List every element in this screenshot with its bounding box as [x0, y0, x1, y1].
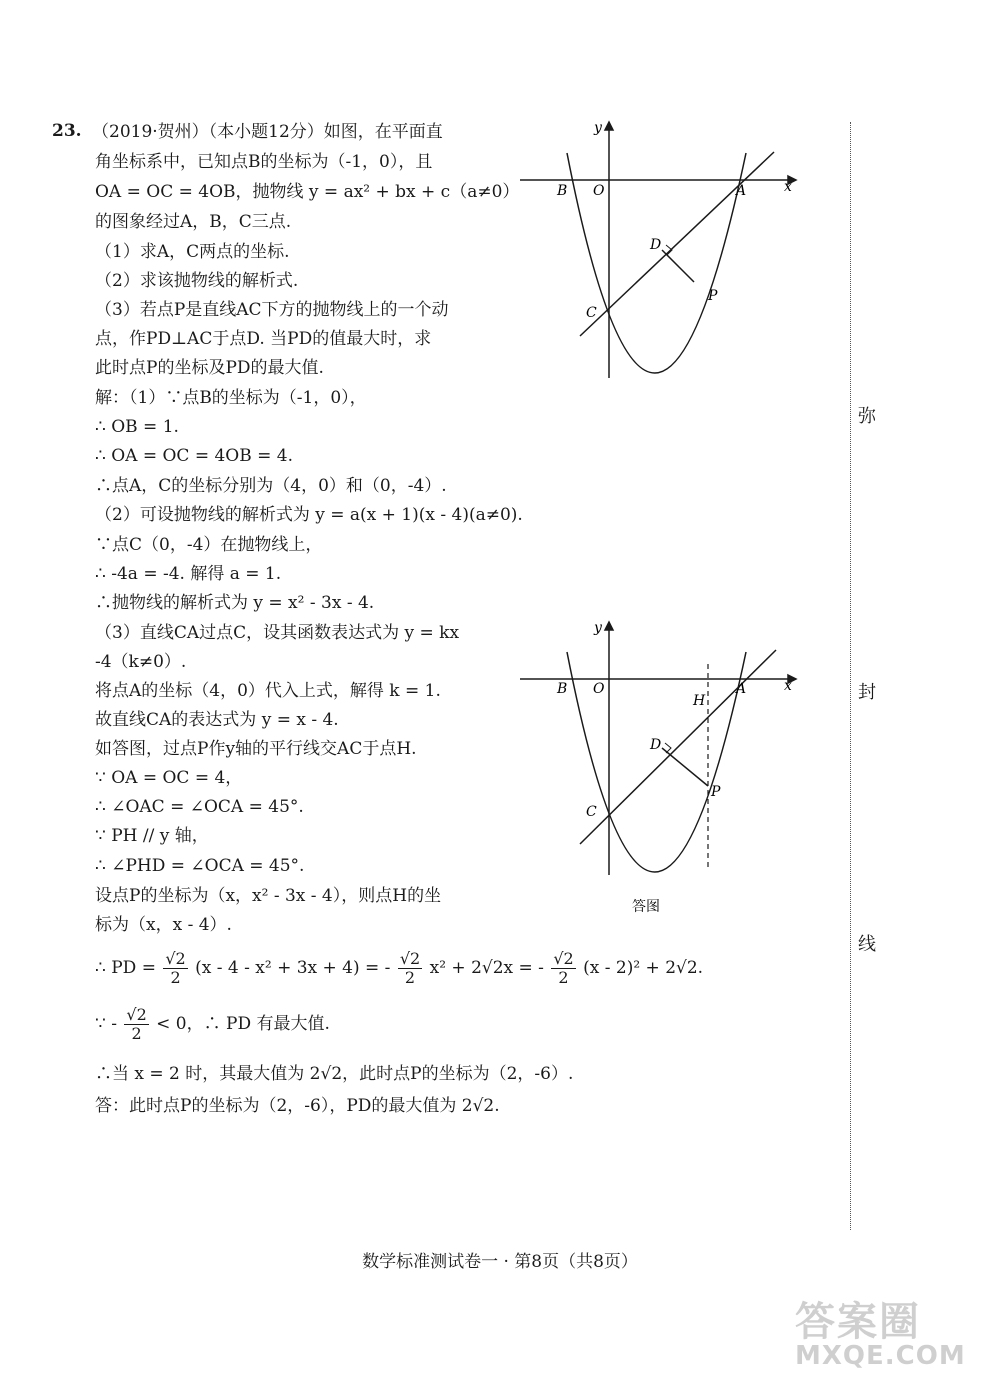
fig1-label-y: y [594, 120, 602, 136]
neg-prefix: ∵ - [95, 1014, 117, 1034]
solution-line-6: ∵点C（0，-4）在抛物线上， [95, 535, 323, 555]
negative-coefficient-line [95, 1006, 330, 1043]
solution-line-2: ∴ OB = 1. [95, 417, 179, 437]
solution-line-3: ∴ OA = OC = 4OB = 4. [95, 446, 293, 466]
answer-line: 答：此时点P的坐标为（2，-6），PD的最大值为 2√2. [95, 1096, 500, 1116]
solution-line-13: 如答图，过点P作y轴的平行线交AC于点H. [95, 739, 417, 759]
solution-line-19: 标为（x，x - 4）. [95, 915, 232, 935]
fig2-label-o: O [593, 681, 605, 697]
question-number: 23. [52, 121, 82, 141]
solution-line-9: （3）直线CA过点C，设其函数表达式为 y = kx [95, 623, 460, 643]
solution-line-16: ∵ PH // y 轴， [95, 826, 209, 846]
fig1-label-x: x [784, 179, 792, 195]
fig2-caption: 答图 [632, 899, 660, 915]
fig1-label-c: C [586, 305, 597, 321]
pd-prefix: ∴ PD = [95, 958, 156, 978]
fig1-label-o: O [593, 183, 605, 199]
fig2-label-p: P [711, 784, 721, 800]
page-footer: 数学标准测试卷一 · 第8页（共8页） [362, 1252, 638, 1272]
solution-line-18: 设点P的坐标为（x，x² - 3x - 4），则点H的坐 [95, 886, 442, 906]
solution-line-4: ∴点A，C的坐标分别为（4，0）和（0，-4）. [95, 476, 447, 496]
fig1-label-d: D [650, 237, 662, 253]
solution-line-11: 将点A的坐标（4，0）代入上式，解得 k = 1. [95, 681, 441, 701]
fraction: $\frac{√2}{2}$ [399, 949, 421, 987]
seal-char-1: 弥 [858, 406, 876, 427]
fraction: $\frac{√2}{2}$ [165, 949, 186, 987]
watermark [795, 1290, 985, 1371]
watermark-bottom: MXQE.COM [795, 1341, 966, 1371]
fig2-label-x: x [784, 678, 792, 694]
watermark-top: 答案圈 [795, 1299, 921, 1345]
solution-line-1: 解：（1）∵点B的坐标为（-1，0）， [95, 388, 367, 408]
fig2-label-c: C [586, 804, 597, 820]
problem-line-9: 此时点P的坐标及PD的最大值. [95, 358, 324, 378]
pd-part1: (x - 4 - x² + 3x + 4) = - [195, 958, 391, 978]
seal-dotted-line [850, 122, 851, 1230]
solution-line-5: （2）可设抛物线的解析式为 y = a(x + 1)(x - 4)(a≠0). [95, 505, 523, 525]
seal-char-3: 线 [858, 934, 876, 955]
problem-line-4: 的图象经过A，B，C三点. [95, 212, 292, 232]
seal-char-2: 封 [858, 682, 876, 703]
solution-line-10: -4（k≠0）. [95, 652, 187, 672]
neg-suffix: < 0，∴ PD 有最大值. [156, 1014, 330, 1034]
fig2-label-b: B [557, 681, 568, 697]
problem-line-2: 角坐标系中，已知点B的坐标为（-1，0），且 [95, 152, 433, 172]
fraction: $\frac{√2}{2}$ [553, 949, 574, 987]
fig2-label-d: D [650, 737, 662, 753]
solution-line-14: ∵ OA = OC = 4， [95, 768, 243, 788]
fraction: $\frac{√2}{2}$ [126, 1005, 147, 1043]
max-value-line: ∴当 x = 2 时，其最大值为 2√2，此时点P的坐标为（2，-6）. [95, 1064, 574, 1084]
fig2-label-y: y [594, 620, 602, 636]
pd-part2: x² + 2√2x = - [429, 958, 544, 978]
fig2-label-a: A [736, 681, 747, 697]
figure-1 [520, 118, 800, 393]
problem-line-5: （1）求A，C两点的坐标. [95, 242, 290, 262]
problem-line-3: OA = OC = 4OB，抛物线 y = ax² + bx + c（a≠0） [95, 182, 520, 202]
solution-line-12: 故直线CA的表达式为 y = x - 4. [95, 710, 339, 730]
fig1-label-b: B [557, 183, 568, 199]
problem-line-8: 点，作PD⊥AC于点D. 当PD的值最大时，求 [95, 329, 432, 349]
solution-line-7: ∴ -4a = -4. 解得 a = 1. [95, 564, 282, 584]
fig2-label-h: H [693, 693, 706, 709]
solution-line-15: ∴ ∠OAC = ∠OCA = 45°. [95, 797, 304, 817]
pd-part3: (x - 2)² + 2√2. [583, 958, 704, 978]
solution-line-17: ∴ ∠PHD = ∠OCA = 45°. [95, 856, 305, 876]
pd-formula [95, 950, 703, 987]
fig1-label-a: A [736, 183, 747, 199]
fig1-label-p: P [708, 288, 718, 304]
problem-line-6: （2）求该抛物线的解析式. [95, 271, 299, 291]
solution-line-8: ∴抛物线的解析式为 y = x² - 3x - 4. [95, 593, 375, 613]
problem-line-7: （3）若点P是直线AC下方的抛物线上的一个动 [95, 300, 449, 320]
figure-2 [520, 620, 800, 920]
problem-line-1: （2019·贺州）（本小题12分）如图，在平面直 [92, 122, 443, 142]
